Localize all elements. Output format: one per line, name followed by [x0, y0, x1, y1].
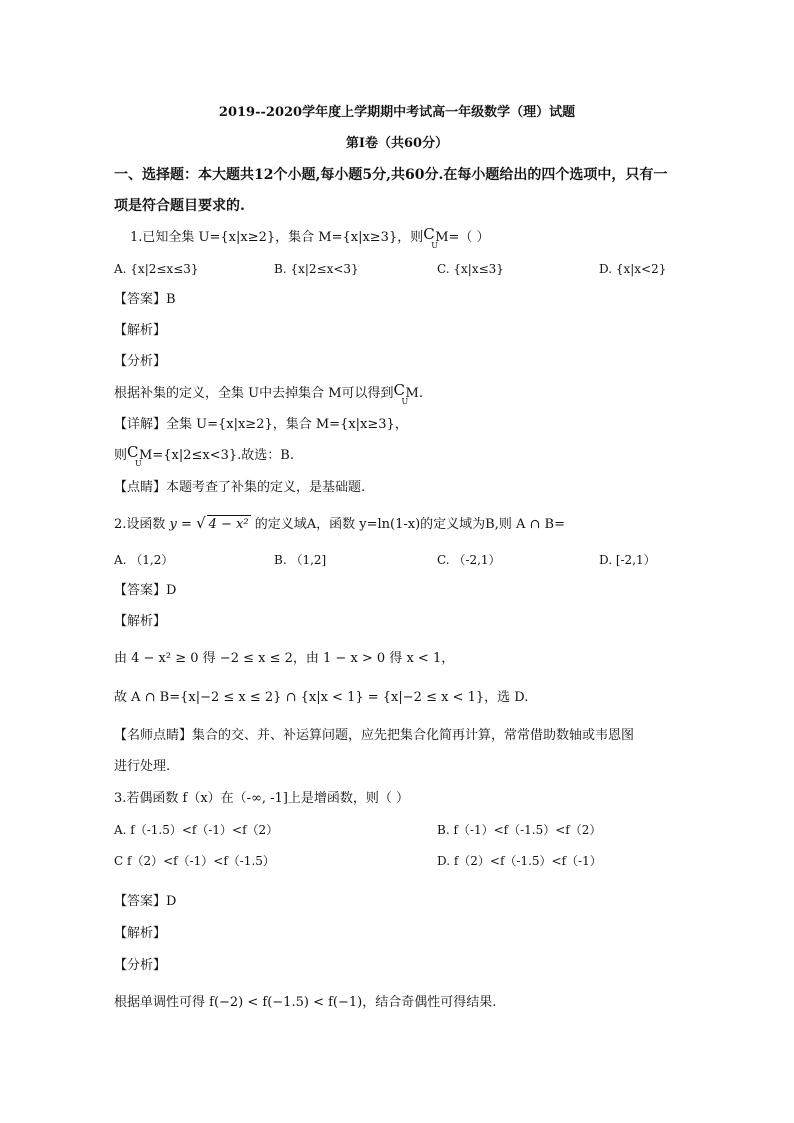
- q1-detail-line1: 【详解】全集 U={x|x≥2}，集合 M={x|x≥3}，: [114, 417, 408, 432]
- q1-jiexi-label: 【解析】: [114, 323, 167, 338]
- q2-solution-line1: 由 4 − x² ≥ 0 得 −2 ≤ x ≤ 2，由 1 − x > 0 得 x < 1，: [114, 651, 455, 666]
- q1-option-b: B. {x|2≤x<3}: [274, 262, 359, 276]
- q3-option-d: D. f（2）<f（-1.5）<f（-1）: [437, 854, 602, 868]
- q2-solution-line2: 故 A ∩ B={x|−2 ≤ x ≤ 2} ∩ {x|x < 1} = {x|−2 ≤ x < 1}，选 D.: [114, 690, 529, 705]
- q2-answer: 【答案】D: [114, 583, 177, 598]
- q2-option-a: A. （1,2）: [114, 553, 174, 567]
- q3-analysis: 根据单调性可得 f(−2) < f(−1.5) < f(−1)，结合奇偶性可得结果.: [114, 995, 497, 1010]
- q1-stem-pre: 1.已知全集 U={x|x≥2}，集合 M={x|x≥3}，则: [130, 230, 424, 245]
- q2-formula-y: y =: [169, 517, 192, 532]
- q2-stem: 2.设函数 y = √ 4 − x² 的定义域A，函数 y=ln(1-x)的定义域为B,则 A ∩ B=: [114, 514, 565, 532]
- q1-answer: 【答案】B: [114, 292, 176, 307]
- complement-symbol: C U: [423, 225, 438, 250]
- q2-option-c: C. （-2,1）: [437, 553, 501, 567]
- q1-fenxi-label: 【分析】: [114, 354, 167, 369]
- q3-option-a: A. f（-1.5）<f（-1）<f（2）: [114, 823, 279, 837]
- q2-mingshi-line1: 【名师点睛】集合的交、并、补运算问题，应先把集合化简再计算，常常借助数轴或韦恩图: [114, 728, 635, 743]
- q2-option-d: D. [-2,1）: [599, 553, 656, 567]
- q3-jiexi-label: 【解析】: [114, 926, 167, 941]
- q3-fenxi-label: 【分析】: [114, 958, 167, 973]
- q1-option-c: C. {x|x≤3}: [437, 262, 504, 276]
- complement-symbol: C U: [127, 443, 142, 468]
- exam-title: 2019--2020学年度上学期期中考试高一年级数学（理）试题: [218, 105, 576, 120]
- q1-dianjing: 【点睛】本题考查了补集的定义，是基础题.: [114, 480, 366, 495]
- q2-mingshi-line2: 进行处理.: [114, 759, 171, 774]
- q1-stem: [130, 225, 490, 250]
- q2-jiexi-label: 【解析】: [114, 614, 167, 629]
- q1-option-a: A. {x|2≤x≤3}: [114, 262, 199, 276]
- q2-formula-radicand: 4 − x²: [208, 517, 249, 532]
- q3-option-c: C f（2）<f（-1）<f（-1.5）: [114, 854, 275, 868]
- complement-symbol: C U: [393, 381, 409, 406]
- q1-analysis: 根据补集的定义，全集 U中去掉集合 M可以得到 C U M.: [114, 381, 423, 406]
- q1-option-d: D. {x|x<2}: [599, 262, 667, 276]
- q3-stem: 3.若偶函数 f（x）在（-∞, -1]上是增函数，则（ ）: [114, 791, 410, 806]
- section-instruction-line1: 一、选择题：本大题共12个小题,每小题5分,共60分.在每小题给出的四个选项中，只有一: [114, 167, 668, 183]
- section-instruction-line2: 项是符合题目要求的.: [114, 198, 245, 214]
- q1-detail-line2: 则 C U M={x|2≤x<3}.故选：B.: [114, 443, 294, 468]
- q3-option-b: B. f（-1）<f（-1.5）<f（2）: [437, 823, 602, 837]
- volume-heading: 第I卷（共60分）: [345, 136, 449, 151]
- q2-option-b: B. （1,2]: [274, 553, 327, 567]
- q1-stem-post: M=（ ）: [435, 230, 490, 245]
- q3-answer: 【答案】D: [114, 894, 177, 909]
